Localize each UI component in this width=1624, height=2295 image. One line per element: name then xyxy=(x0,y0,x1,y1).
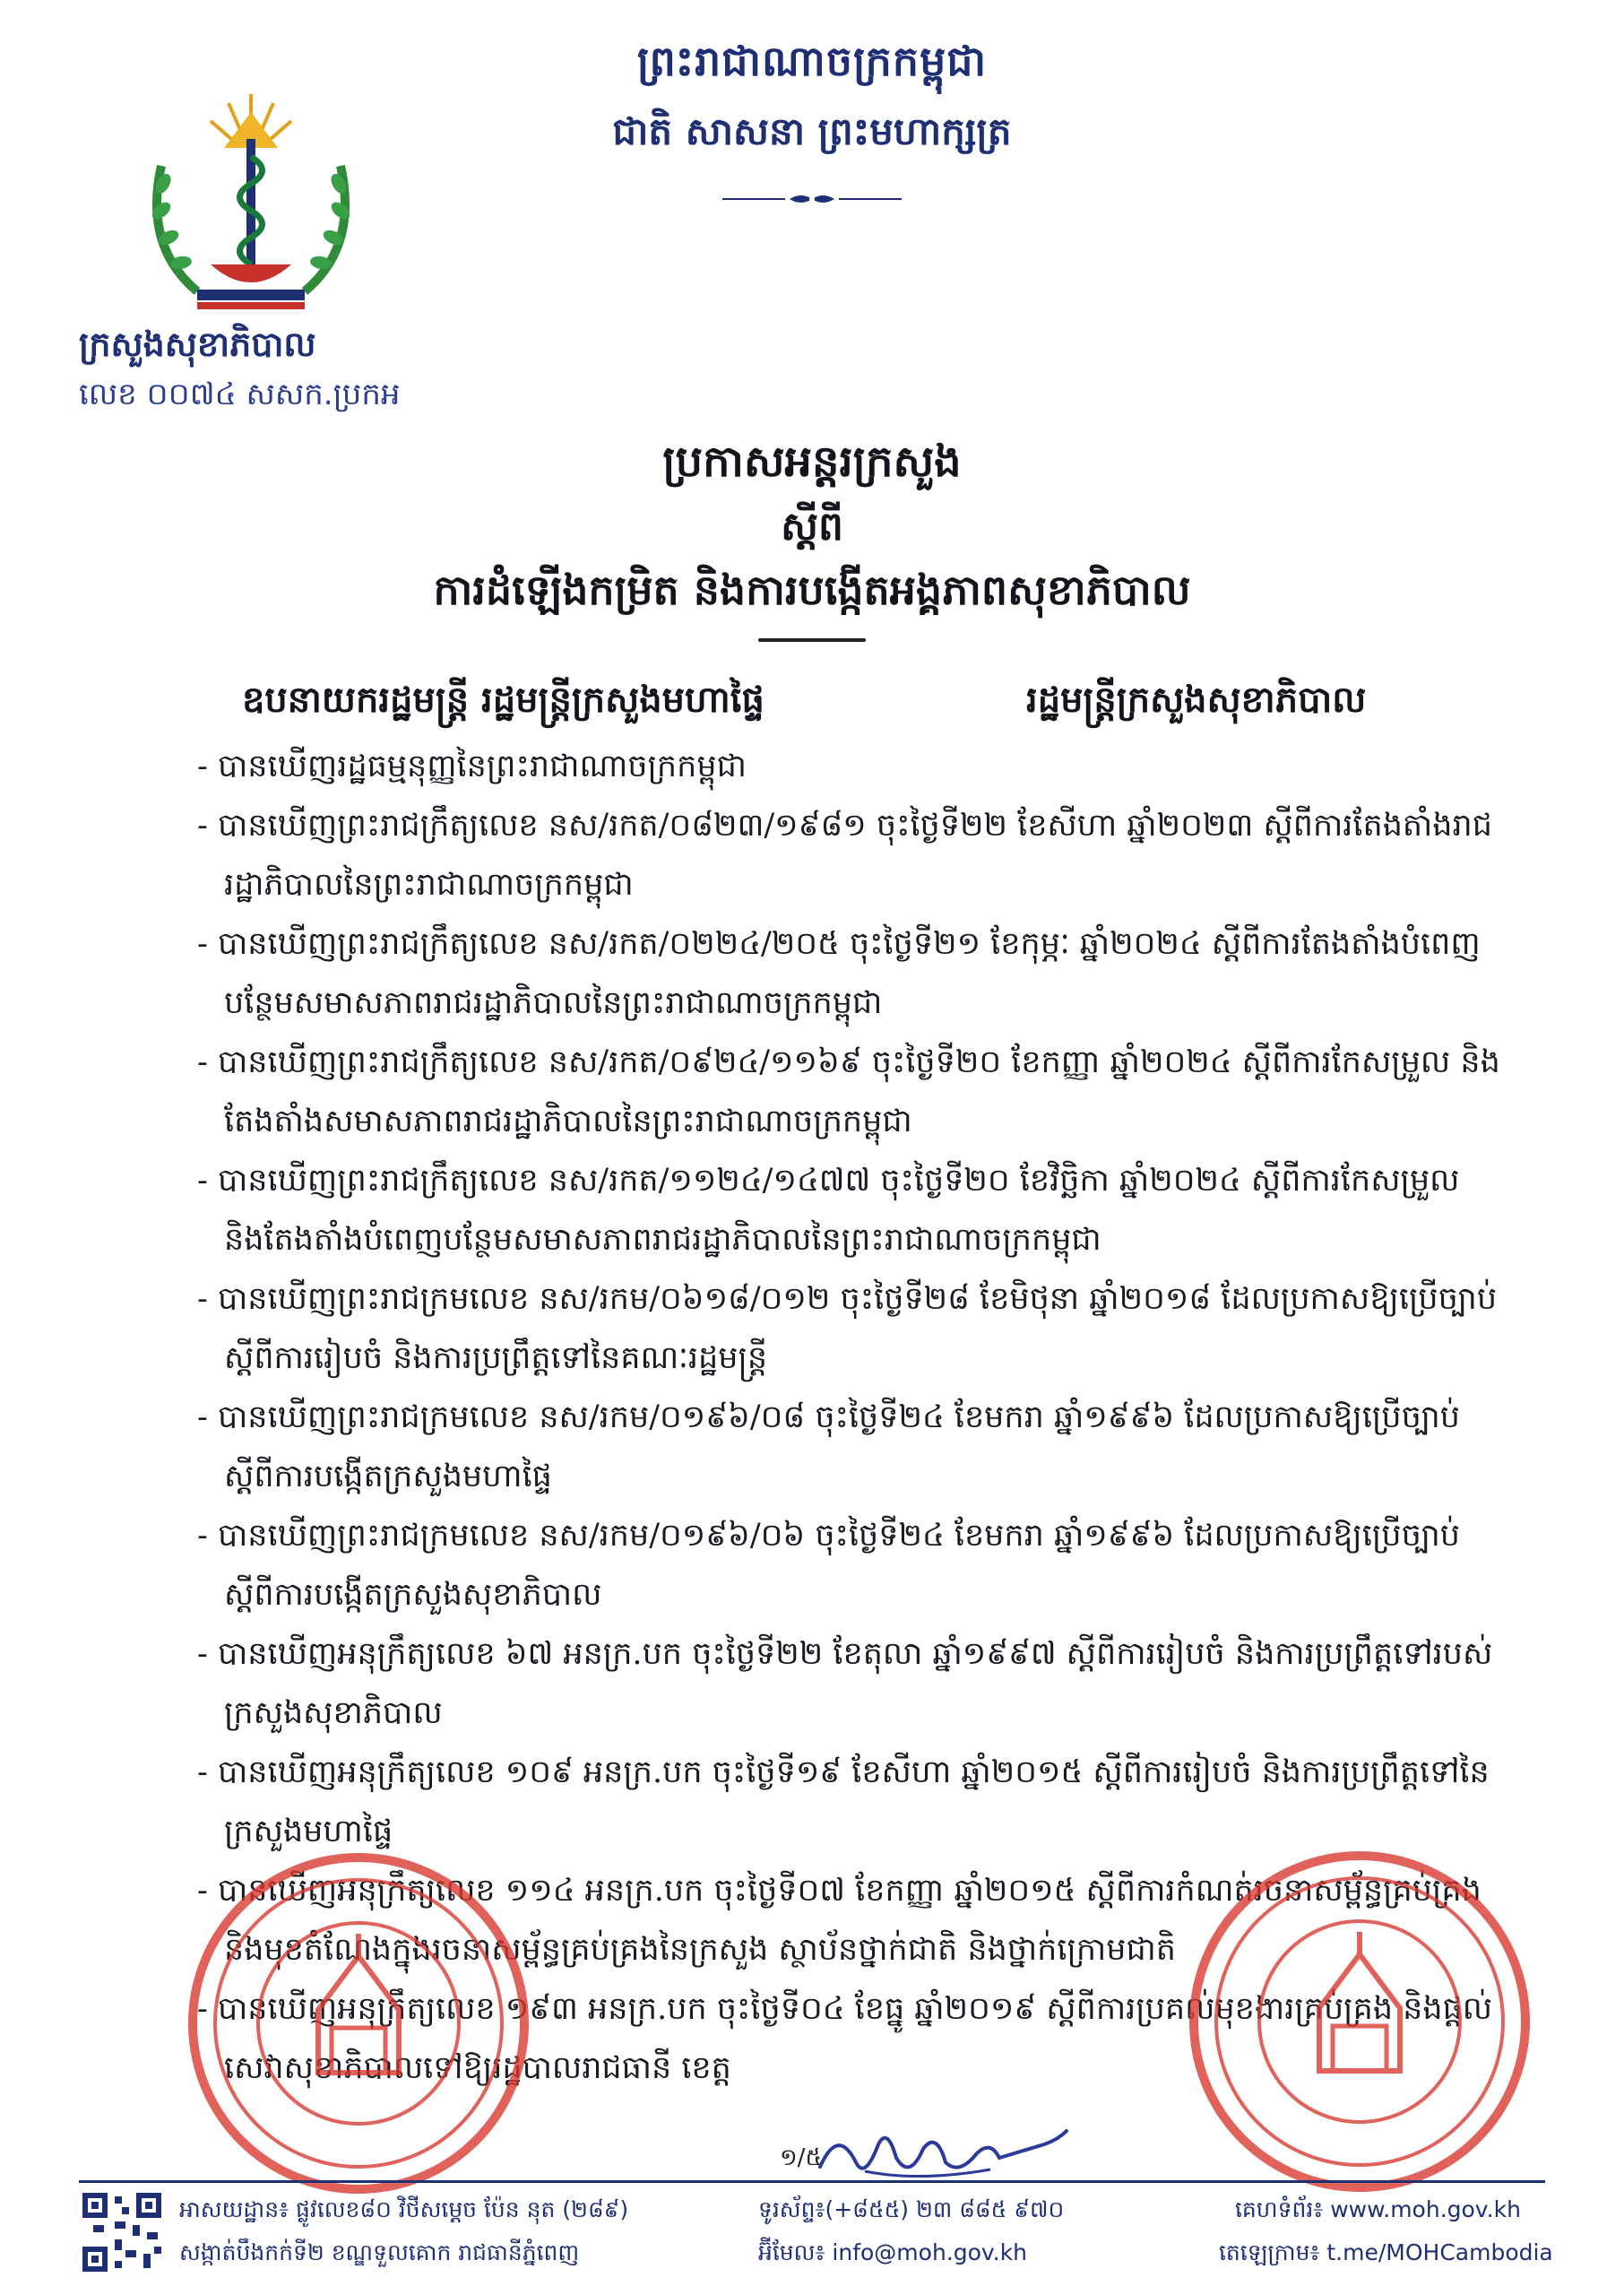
qr-code-icon xyxy=(79,2189,165,2275)
document-subject: ការដំឡើងកម្រិត និងការបង្កើតអង្គភាពសុខាភិបាល xyxy=(433,566,1191,614)
clause-item: - បានឃើញព្រះរាជក្រមលេខ នស/រកម/០៦១៨/០១២ ចុះថ្ងៃទី២៨ ខែមិថុនា ឆ្នាំ២០១៨ ដែលប្រកាសឱ្យប្រើច្បាប់ស្តីពីការរៀបចំ និងការប្រព្រឹត្តទៅនៃគណៈរដ្ឋមន្ត្រី xyxy=(197,1281,1498,1376)
official-seal-icon xyxy=(1185,1847,1534,2196)
clause-item: - បានឃើញព្រះរាជក្រឹត្យលេខ នស/រកត/០៩២៤/១១៦៩ ចុះថ្ងៃទី២០ ខែកញ្ញា ឆ្នាំ២០២៤ ស្តីពីការកែសម្រួល និងតែងតាំងសមាសភាពរាជរដ្ឋាភិបាលនៃព្រះរាជាណាចក្រកម្ពុជា xyxy=(197,1044,1500,1139)
clause-item: - បានឃើញព្រះរាជក្រមលេខ នស/រកម/០១៩៦/០៦ ចុះថ្ងៃទី២៤ ខែមករា ឆ្នាំ១៩៩៦ ដែលប្រកាសឱ្យប្រើច្បាប់ស្តីពីការបង្កើតក្រសួងសុខាភិបាល xyxy=(197,1518,1461,1613)
ministry-name: ក្រសួងសុខាភិបាល xyxy=(79,324,316,364)
footer-address-line1: អាសយដ្ឋាន៖ ផ្លូវលេខ៨០ វិថីសម្តេច ប៉ែន នុត (២៨៩) xyxy=(179,2196,629,2222)
footer-email[interactable]: អ៊ីមែល៖ info@moh.gov.kh xyxy=(758,2239,1028,2265)
kingdom-title: ព្រះរាជាណាចក្រកម្ពុជា xyxy=(636,37,988,85)
clause-item: - បានឃើញរដ្ឋធម្មនុញ្ញនៃព្រះរាជាណាចក្រកម្ពុជា xyxy=(197,749,747,784)
document-type: ប្រកាសអន្តរក្រសួង xyxy=(662,437,962,487)
title-divider xyxy=(758,638,866,642)
ornament-divider-icon xyxy=(722,190,902,208)
clause-item: - បានឃើញព្រះរាជក្រឹត្យលេខ នស/រកត/០២២៤/២០៥ ចុះថ្ងៃទី២១ ខែកុម្ភៈ ឆ្នាំ២០២៤ ស្តីពីការតែងតាំងបំពេញបន្ថែមសមាសភាពរាជរដ្ឋាភិបាលនៃព្រះរាជាណាចក្រកម្ពុជា xyxy=(197,926,1481,1021)
signer-right: រដ្ឋមន្ត្រីក្រសួងសុខាភិបាល xyxy=(1026,679,1367,721)
national-motto: ជាតិ សាសនា ព្រះមហាក្សត្រ xyxy=(612,109,1012,153)
official-seal-icon xyxy=(184,1849,533,2198)
clause-item: - បានឃើញអនុក្រឹត្យលេខ ៦៧ អនក្រ.បក ចុះថ្ងៃទី២២ ខែតុលា ឆ្នាំ១៩៩៧ ស្តីពីការរៀបចំ និងការប្រព្រឹត្តទៅរបស់ក្រសួងសុខាភិបាល xyxy=(197,1636,1493,1731)
signer-left: ឧបនាយករដ្ឋមន្ត្រី រដ្ឋមន្ត្រីក្រសួងមហាផ្ទៃ xyxy=(242,679,764,721)
footer-rule xyxy=(79,2180,1545,2183)
clause-item: - បានឃើញព្រះរាជក្រឹត្យលេខ នស/រកត/១១២៤/១៤៧៧ ចុះថ្ងៃទី២០ ខែវិច្ឆិកា ឆ្នាំ២០២៤ ស្តីពីការកែសម្រួល និងតែងតាំងបំពេញបន្ថែមសមាសភាពរាជរដ្ឋាភិបាលនៃព្រះរាជាណាចក្រកម្ពុជា xyxy=(197,1163,1460,1258)
clause-item: - បានឃើញអនុក្រឹត្យលេខ ១១៤ អនក្រ.បក ចុះថ្ងៃទី០៧ ខែកញ្ញា ឆ្នាំ២០១៥ ស្តីពីការកំណត់រចនាសម្ព័ន្ធគ្រប់គ្រង និងមុខតំណែងក្នុងរចនាសម្ព័ន្ធគ្រប់គ្រងនៃក្រសួង ស្ថាប័នថ្នាក់ជាតិ និងថ្នាក់ក្រោមជាតិ xyxy=(197,1873,1481,1968)
document-about: ស្តីពី xyxy=(781,504,843,550)
ministry-emblem-icon xyxy=(134,85,367,327)
signature-icon xyxy=(811,2117,1071,2189)
clause-item: - បានឃើញអនុក្រឹត្យលេខ ១៩៣ អនក្រ.បក ចុះថ្ងៃទី០៤ ខែធ្នូ ឆ្នាំ២០១៩ ស្តីពីការប្រគល់មុខងារគ្រប់គ្រង និងផ្តល់សេវាសុខាភិបាលទៅឱ្យរដ្ឋបាលរាជធានី ខេត្ត xyxy=(197,1991,1493,2086)
clause-item: - បានឃើញព្រះរាជក្រឹត្យលេខ នស/រកត/០៨២៣/១៩៨១ ចុះថ្ងៃទី២២ ខែសីហា ឆ្នាំ២០២៣ ស្តីពីការតែងតាំងរាជរដ្ឋាភិបាលនៃព្រះរាជាណាចក្រកម្ពុជា xyxy=(197,808,1492,903)
clause-item: - បានឃើញអនុក្រឹត្យលេខ ១០៩ អនក្រ.បក ចុះថ្ងៃទី១៩ ខែសីហា ឆ្នាំ២០១៥ ស្តីពីការរៀបចំ និងការប្រព្រឹត្តទៅនៃក្រសួងមហាផ្ទៃ xyxy=(197,1754,1490,1849)
footer-website[interactable]: គេហទំព័រ៖ www.moh.gov.kh xyxy=(1235,2196,1521,2222)
footer-phone: ទូរស័ព្ទ៖(+៨៥៥) ២៣ ៨៨៥ ៩៧០ xyxy=(758,2196,1065,2222)
clause-item: - បានឃើញព្រះរាជក្រមលេខ នស/រកម/០១៩៦/០៨ ចុះថ្ងៃទី២៤ ខែមករា ឆ្នាំ១៩៩៦ ដែលប្រកាសឱ្យប្រើច្បាប់ស្តីពីការបង្កើតក្រសួងមហាផ្ទៃ xyxy=(197,1399,1461,1494)
footer-telegram[interactable]: តេឡេក្រាម៖ t.me/MOHCambodia xyxy=(1219,2239,1553,2265)
page-number: ១/៥ xyxy=(780,2144,822,2171)
footer-address-line2: សង្កាត់បឹងកក់ទី២ ខណ្ឌទួលគោក រាជធានីភ្នំពេញ xyxy=(179,2239,580,2265)
reference-number: លេខ ០០៧៤ សសក.ប្រកអ xyxy=(79,377,401,412)
